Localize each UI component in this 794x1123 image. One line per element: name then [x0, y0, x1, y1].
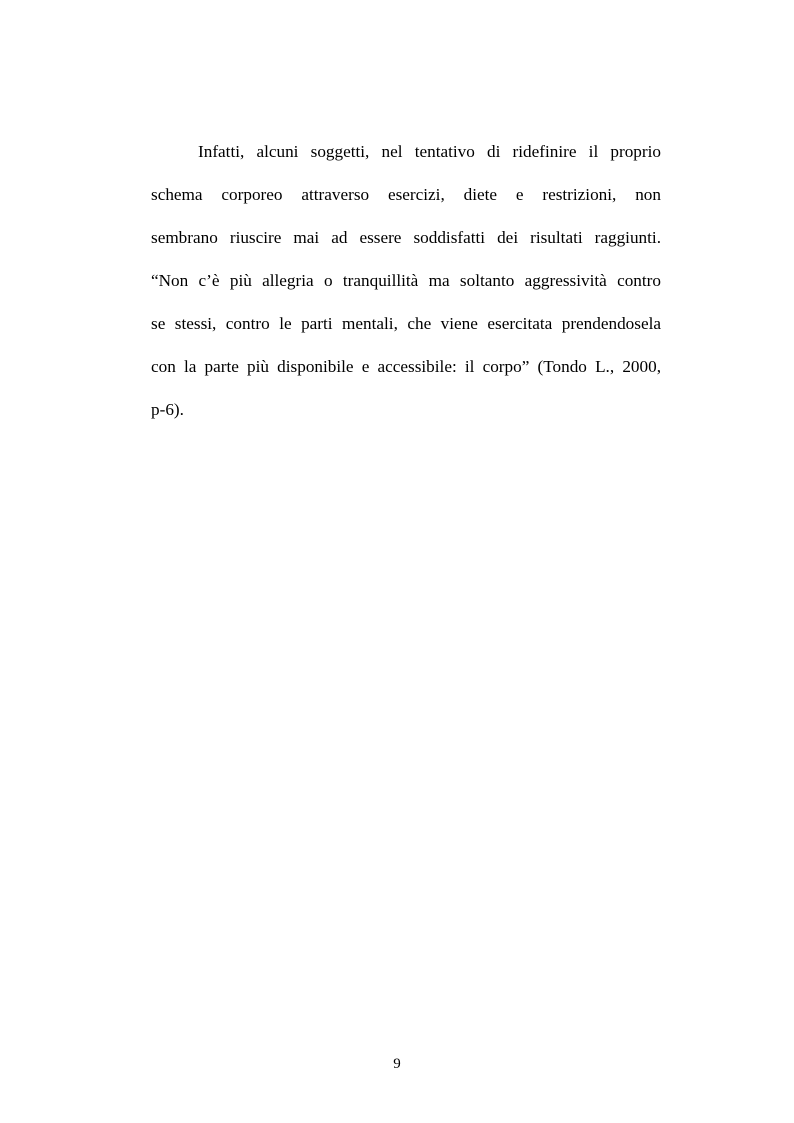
- body-paragraph: [151, 130, 661, 431]
- paragraph-line: Infatti, alcuni soggetti, nel tentativo di ridefinire il proprio: [198, 142, 661, 161]
- paragraph-line: “Non c’è più allegria o tranquillità ma soltanto aggressività contro: [151, 271, 661, 290]
- paragraph-line: sembrano riuscire mai ad essere soddisfatti dei risultati raggiunti.: [151, 228, 661, 247]
- paragraph-line-last: p-6).: [151, 400, 184, 419]
- paragraph-line: con la parte più disponibile e accessibile: il corpo” (Tondo L., 2000,: [151, 357, 661, 376]
- paragraph-line: schema corporeo attraverso esercizi, diete e restrizioni, non: [151, 185, 661, 204]
- paragraph-line: se stessi, contro le parti mentali, che viene esercitata prendendosela: [151, 314, 661, 333]
- page-number: 9: [393, 1056, 401, 1072]
